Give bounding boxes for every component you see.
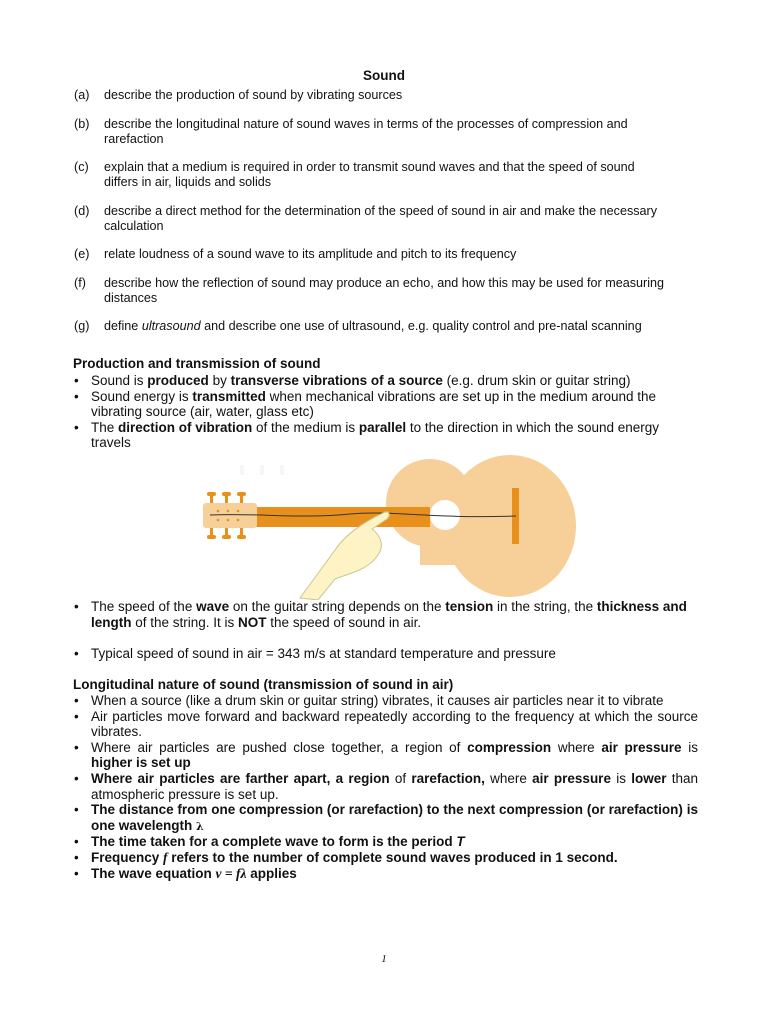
objective-label: (a) xyxy=(74,88,90,102)
objective-text: describe a direct method for the determination of the speed of sound in air and make the necessary xyxy=(104,204,658,218)
objective-label: (c) xyxy=(74,160,89,174)
list-item: • When a source (like a drum skin or guitar string) vibrates, it causes air particles near it to vibrate xyxy=(73,693,698,709)
objective-text: describe the longitudinal nature of sound waves in terms of the processes of compression and xyxy=(104,117,628,131)
list-item: • Typical speed of sound in air = 343 m/s at standard temperature and pressure xyxy=(73,646,698,662)
section-heading-longitudinal: Longitudinal nature of sound (transmission of sound in air) xyxy=(73,677,454,692)
section-heading-production: Production and transmission of sound xyxy=(73,356,321,371)
list-item: • Air particles move forward and backward repeatedly according to the frequency at which the source vibrates. xyxy=(73,709,698,740)
longitudinal-bullets xyxy=(73,693,698,881)
document-page: Sound (a) describe the production of sound by vibrating sources (b) describe the longitudinal nature of sound waves in terms of the processes of compression and rarefaction (c) explain that a medium is required in order to transmit sound waves and that the speed of sound differs in air, liquids and solids (d) describe a direct method for the determination of the speed of sound in air and make the necessary calculation (e) relate loudness of a sound wave to its amplitude and pitch to its frequency (f) describe how the reflection of sound may produce an echo, and how this may be used for measuring distances (g) define ultrasound and describe one use of ultrasound, e.g. quality control and pre-natal scanning Production and transmission of sound • Sound is produced by transverse vibrations of a source (e.g. drum skin or guitar string) • Sound energy is transmitted when mechanical vibrations are set up in the medium around the vibrating source (air, water, glass etc) • The direction of vibration of the medium is parallel to the direction in which the sound energy travels • The speed of the wave on the guitar string depends on the tension in the string, the thickness and length of the string. It is NOT the speed of sound in air. • Typical speed of sound in air = 343 m/s at standard temperature and pressure Longitudinal nature of sound (transmission of sound in air) • When a source (like a drum skin or guitar string) vibrates, it causes air particles near it to vibrate • Air particles move forward and backward repeatedly according to the frequency at which the source vibrates. • Where air particles are pushed close together, a region of compression where air pressure is higher is set up • Where air particles are farther apart, a region of rarefaction, where air pressure is lower than atmospheric pressure is set up. • The distance from one compression (or rarefaction) to the next compression (or rarefaction) is one wavelength λ • The time taken for a complete wave to form is the period T • Frequency f refers to the number of complete sound waves produced in 1 second. • The wave equation v = fλ applies 1 xyxy=(0,0,768,1024)
objective-label: (f) xyxy=(74,276,86,290)
objective-text: calculation xyxy=(104,219,164,233)
list-item: • Sound energy is transmitted when mechanical vibrations are set up in the medium around the vibrating source (air, water, glass etc) xyxy=(73,389,698,420)
list-item: • Sound is produced by transverse vibrations of a source (e.g. drum skin or guitar string) xyxy=(73,373,698,389)
emphasis-ultrasound: ultrasound xyxy=(141,319,201,333)
guitar-illustration xyxy=(200,455,585,600)
list-item: • The distance from one compression (or rarefaction) to the next compression (or rarefaction) is one wavelength λ xyxy=(73,802,698,834)
list-item: • The speed of the wave on the guitar string depends on the tension in the string, the thickness and length of the string. It is NOT the speed of sound in air. xyxy=(73,599,698,630)
objective-text: describe the production of sound by vibrating sources xyxy=(104,88,403,102)
objective-text: rarefaction xyxy=(104,132,164,146)
objective-text: differs in air, liquids and solids xyxy=(104,175,272,189)
objective-text: describe how the reflection of sound may produce an echo, and how this may be used for measuring xyxy=(104,276,665,290)
objective-label: (d) xyxy=(74,204,90,218)
production-bullets xyxy=(73,373,698,451)
page-number: 1 xyxy=(381,953,387,965)
list-item: • Where air particles are pushed close together, a region of compression where air pressure is higher is set up xyxy=(73,740,698,771)
objective-label: (b) xyxy=(74,117,90,131)
guitar-bullets xyxy=(73,599,698,630)
objective-label: (e) xyxy=(74,247,90,261)
objective-text: relate loudness of a sound wave to its amplitude and pitch to its frequency xyxy=(104,247,517,261)
page-title: Sound xyxy=(363,68,405,83)
speed-bullet xyxy=(73,646,698,662)
list-item: • The direction of vibration of the medium is parallel to the direction in which the sound energy travels xyxy=(73,420,698,451)
list-item: • The time taken for a complete wave to form is the period T xyxy=(73,834,698,850)
objective-label: (g) xyxy=(74,319,90,333)
objective-text: explain that a medium is required in order to transmit sound waves and that the speed of sound xyxy=(104,160,635,174)
guitar-headstock xyxy=(203,503,257,528)
list-item: • Frequency f refers to the number of complete sound waves produced in 1 second. xyxy=(73,850,698,866)
list-item: • The wave equation v = fλ applies xyxy=(73,866,698,882)
list-item: • Where air particles are farther apart, a region of rarefaction, where air pressure is lower than atmospheric pressure is set up. xyxy=(73,771,698,802)
guitar-neck xyxy=(255,507,430,527)
objective-text: distances xyxy=(104,291,158,305)
